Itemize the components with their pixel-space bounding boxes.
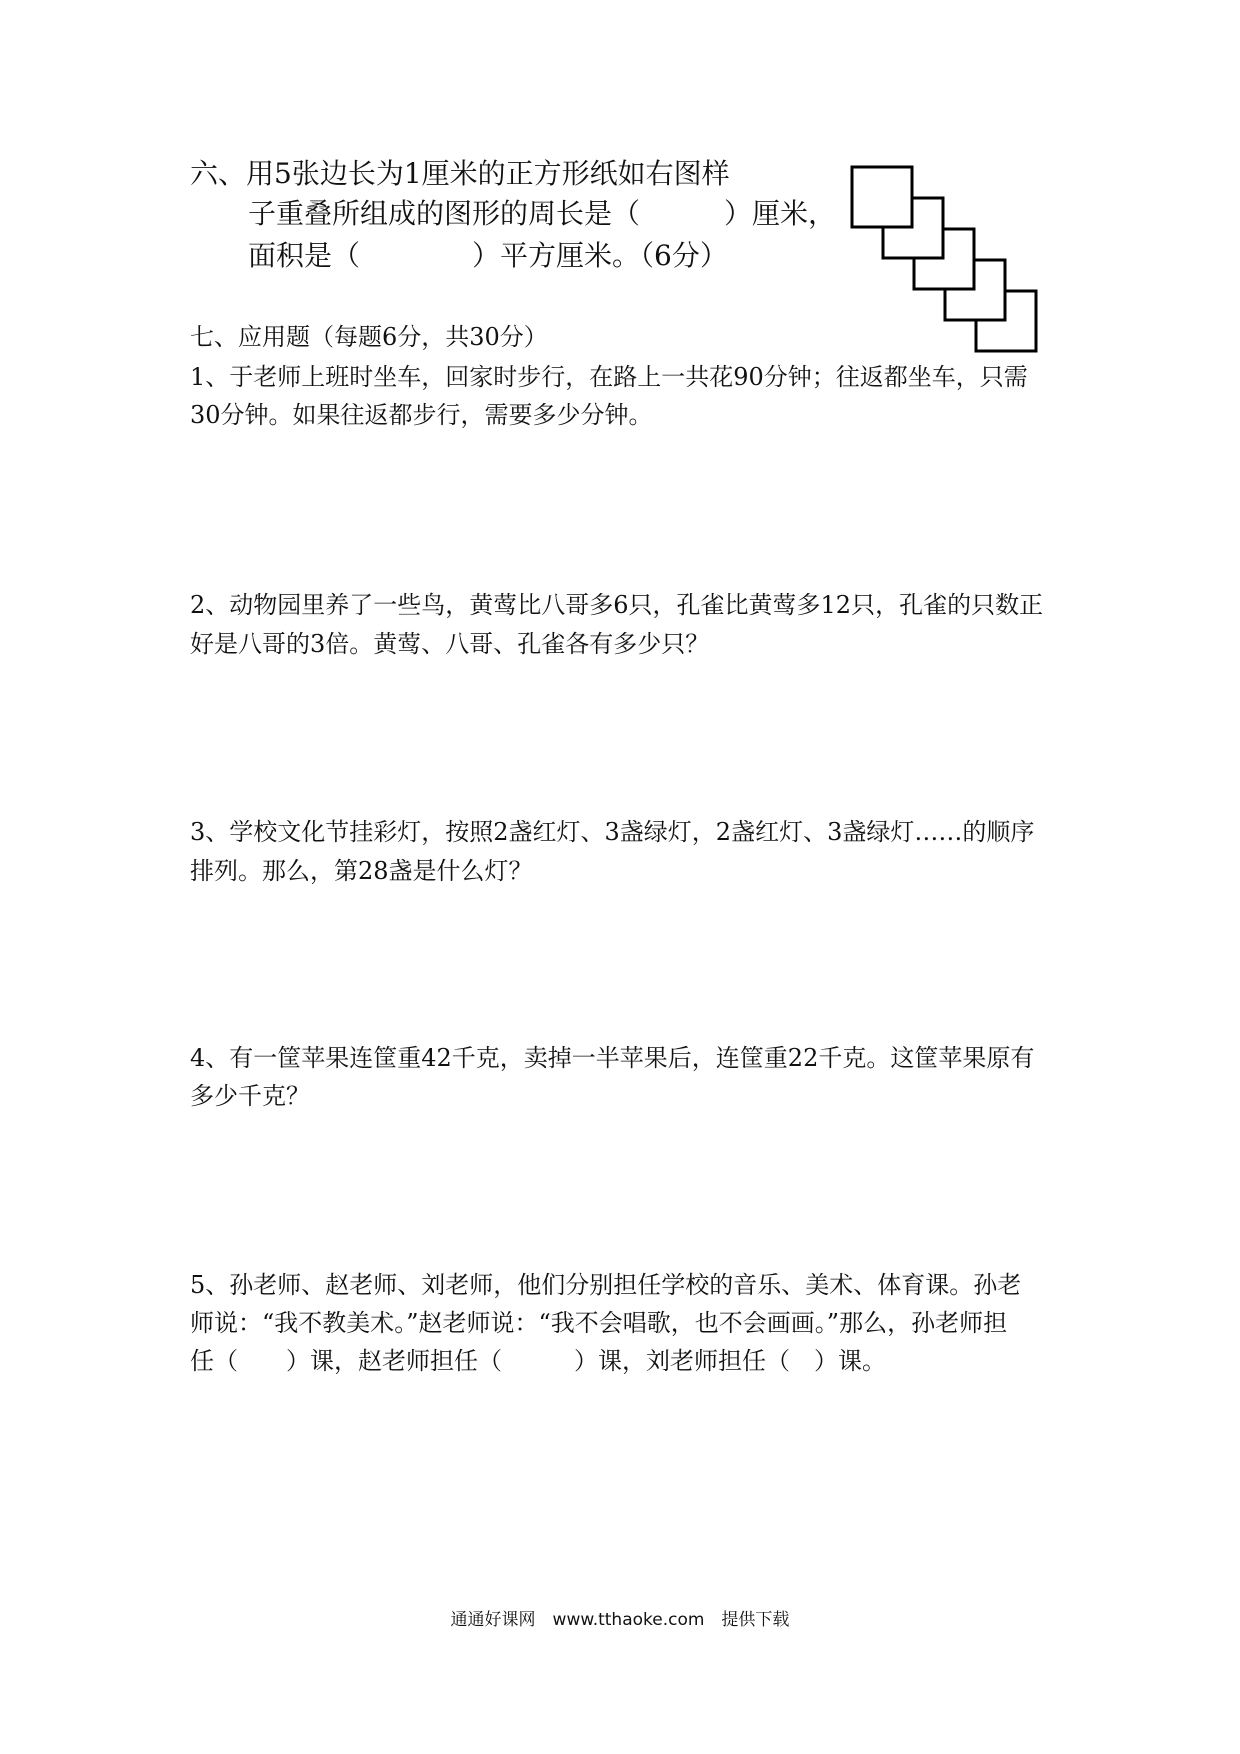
square-1 xyxy=(852,167,912,227)
section6-line3: 面积是（ ）平方厘米。（6分） xyxy=(248,239,728,272)
q1-line1: 1、于老师上班时坐车，回家时步行，在路上一共花90分钟；往返都坐车，只需 xyxy=(190,363,1028,391)
q4-line2: 多少千克？ xyxy=(190,1082,310,1110)
section6-line2: 子重叠所组成的图形的周长是（ ）厘米， xyxy=(248,197,837,230)
q2-line1: 2、动物园里养了一些鸟，黄莺比八哥多6只，孔雀比黄莺多12只，孔雀的只数正 xyxy=(190,591,1044,619)
q5-line3: 任（ ）课，赵老师担任（ ）课，刘老师担任（ ）课。 xyxy=(190,1347,886,1375)
q5-line2: 师说：“我不教美术。”赵老师说：“我不会唱歌，也不会画画。”那么，孙老师担 xyxy=(190,1309,1008,1337)
q2-line2: 好是八哥的3倍。黄莺、八哥、孔雀各有多少只？ xyxy=(190,630,710,658)
q1-line2: 30分钟。如果往返都步行，需要多少分钟。 xyxy=(190,401,653,429)
section6-line1: 六、用5张边长为1厘米的正方形纸如右图样 xyxy=(190,157,730,190)
q3-line2: 排列。那么，第28盏是什么灯？ xyxy=(190,857,533,885)
section7-heading: 七、应用题（每题6分，共30分） xyxy=(190,323,548,351)
q4-line1: 4、有一筐苹果连筐重42千克，卖掉一半苹果后，连筐重22千克。这筐苹果原有 xyxy=(190,1044,1035,1072)
q3-line1: 3、学校文化节挂彩灯，按照2盏红灯、3盏绿灯，2盏红灯、3盏绿灯……的顺序 xyxy=(190,818,1035,846)
q5-line1: 5、孙老师、赵老师、刘老师，他们分别担任学校的音乐、美术、体育课。孙老 xyxy=(190,1271,1022,1299)
footer-download-note: 通通好课网 www.tthaoke.com 提供下载 xyxy=(450,1610,790,1630)
overlapping-squares-figure xyxy=(850,165,1050,365)
